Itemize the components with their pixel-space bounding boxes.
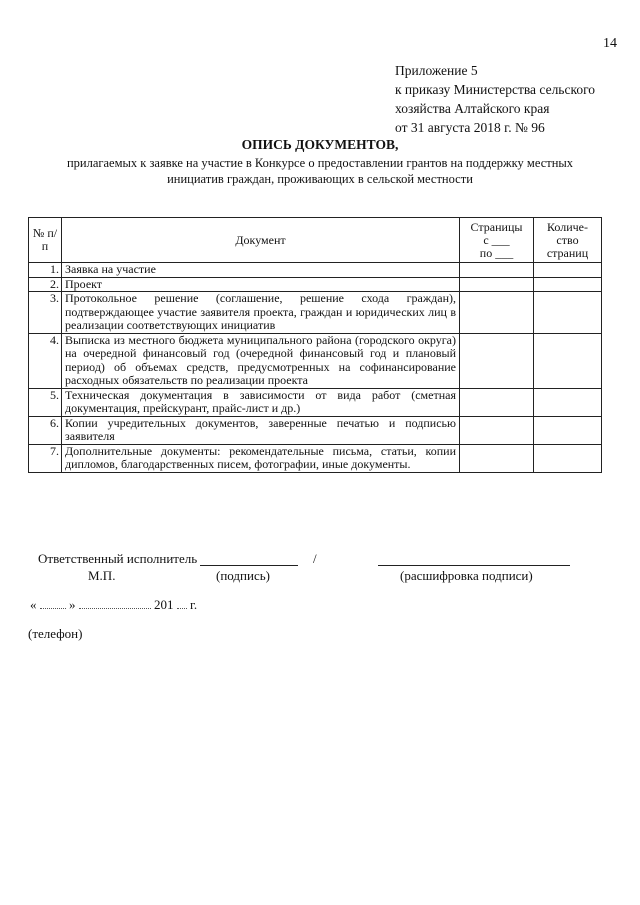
header-pages-to: по ___: [479, 245, 514, 260]
date-open-quote: «: [30, 597, 37, 612]
row-document: Выписка из местного бюджета муниципального района (городского округа) на очередной финансовый год (очередной финансовый год и плановый период) об объемах средств, предусмотренных на софинансирование расходных обязательств по реализации проекта: [62, 333, 460, 388]
row-count-cell[interactable]: [534, 277, 602, 292]
signature-caption: (подпись): [216, 568, 270, 583]
row-count-cell[interactable]: [534, 388, 602, 416]
row-count-cell[interactable]: [534, 333, 602, 388]
date-year-prefix: 201: [154, 597, 174, 612]
appendix-line: Приложение 5: [395, 63, 478, 78]
row-pages-cell[interactable]: [460, 263, 534, 278]
date-close-quote: »: [69, 597, 76, 612]
row-pages-cell[interactable]: [460, 444, 534, 472]
responsible-executor-label: Ответственный исполнитель: [38, 551, 198, 566]
row-num: 2.: [29, 277, 62, 292]
phone-label: (телефон): [28, 626, 83, 641]
table-row: [29, 388, 602, 416]
document-title: ОПИСЬ ДОКУМЕНТОВ,: [241, 137, 399, 152]
appendix-line: от 31 августа 2018 г. № 96: [395, 120, 545, 135]
row-document: Заявка на участие: [62, 263, 460, 278]
row-document: Протокольное решение (соглашение, решение схода граждан), подтверждающее участие заявителя проекта, граждан и юридических лиц в реализации соответствующих инициатив: [62, 292, 460, 334]
row-pages-cell[interactable]: [460, 292, 534, 334]
signature-decode-line[interactable]: [378, 565, 570, 566]
date-line: [30, 597, 197, 613]
table-row: [29, 333, 602, 388]
header-document: Документ: [62, 218, 460, 263]
header-pages: [460, 218, 534, 263]
signature-block: [38, 551, 618, 591]
appendix-line: к приказу Министерства сельского: [395, 82, 596, 97]
header-num: № п/п: [29, 218, 62, 263]
row-num: 5.: [29, 388, 62, 416]
signature-slash: /: [313, 551, 317, 566]
date-month-blank[interactable]: [79, 608, 151, 609]
row-num: 6.: [29, 416, 62, 444]
row-pages-cell[interactable]: [460, 388, 534, 416]
signature-line[interactable]: [200, 565, 298, 566]
table-row: [29, 263, 602, 278]
row-count-cell[interactable]: [534, 263, 602, 278]
date-year-blank[interactable]: [177, 608, 187, 609]
header-pages-label: Страницы: [470, 219, 523, 234]
table-row: [29, 444, 602, 472]
row-num: 3.: [29, 292, 62, 334]
row-document: Дополнительные документы: рекомендательные письма, статьи, копии дипломов, благодарственных писем, фотографии, иные документы.: [62, 444, 460, 472]
row-document: Проект: [62, 277, 460, 292]
document-subtitle: прилагаемых к заявке на участие в Конкурсе о предоставлении грантов на поддержку местных инициатив граждан, проживающих в сельской местности: [66, 156, 574, 186]
table-header-row: [29, 218, 602, 263]
row-count-cell[interactable]: [534, 444, 602, 472]
date-day-blank[interactable]: [40, 608, 66, 609]
row-document: Копии учредительных документов, заверенные печатью и подписью заявителя: [62, 416, 460, 444]
row-pages-cell[interactable]: [460, 416, 534, 444]
table-row: [29, 277, 602, 292]
appendix-line: хозяйства Алтайского края: [395, 101, 550, 116]
header-page-count: Количе-ство страниц: [534, 218, 602, 263]
row-pages-cell[interactable]: [460, 333, 534, 388]
documents-table: [28, 217, 602, 473]
header-pages-from: с ___: [483, 232, 510, 247]
signature-decode-caption: (расшифровка подписи): [400, 568, 533, 583]
appendix-block: [395, 61, 635, 137]
row-num: 1.: [29, 263, 62, 278]
row-pages-cell[interactable]: [460, 277, 534, 292]
row-num: 4.: [29, 333, 62, 388]
date-year-suffix: г.: [190, 597, 198, 612]
row-document: Техническая документация в зависимости от вида работ (сметная документация, прейскурант, прайс-лист и др.): [62, 388, 460, 416]
table-row: [29, 292, 602, 334]
row-count-cell[interactable]: [534, 416, 602, 444]
table-row: [29, 416, 602, 444]
row-count-cell[interactable]: [534, 292, 602, 334]
page-number: 14: [603, 36, 617, 51]
row-num: 7.: [29, 444, 62, 472]
stamp-place-label: М.П.: [88, 568, 116, 583]
